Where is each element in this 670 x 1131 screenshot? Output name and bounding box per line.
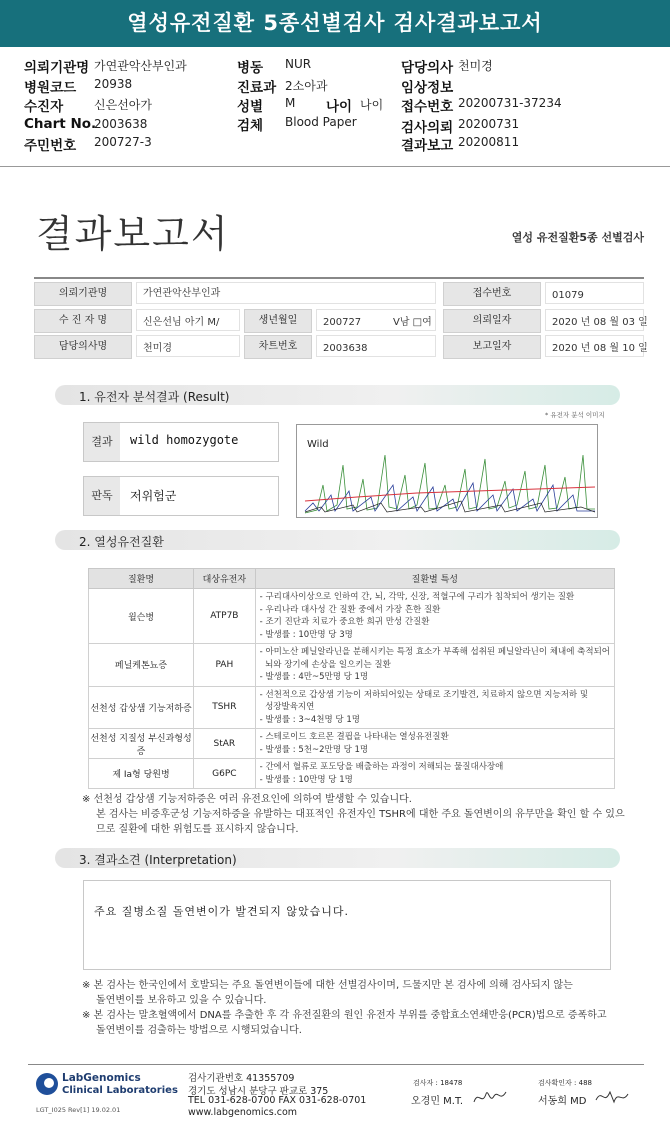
report-subtitle: 열성 유전질환5종 선별검사 — [511, 231, 644, 244]
info-request-value: 2020 년 08 월 03 일 — [545, 309, 644, 331]
info-patient-value: 신은선님 아기 M/ — [136, 309, 240, 331]
header-specimen-label: 검체 — [237, 118, 264, 134]
header-report-value: 20200811 — [458, 135, 520, 149]
info-receipt-value: 01079 — [545, 282, 644, 304]
disease-name: 윌슨병 — [89, 589, 194, 644]
section3-note-line: ※ 본 검사는 말초혈액에서 DNA를 추출한 후 각 유전질환의 원인 유전자 부위를 중합효소연쇄반응(PCR)법으로 증폭하고 — [82, 1010, 607, 1021]
desc-col-header: 질환별 특성 — [255, 569, 614, 589]
description-line: - 우리나라 대사성 간 질환 중에서 가장 흔한 질환 — [259, 604, 441, 615]
header-doctor-label: 담당의사 — [401, 60, 454, 76]
target-gene: StAR — [194, 729, 256, 759]
header-dept-value: 2소아과 — [285, 79, 328, 93]
disease-row — [89, 686, 615, 729]
description-line: - 선천적으로 갑상샘 기능이 저하되어있는 상태로 조기발견, 치료하지 않으면 지능저하 및 — [259, 689, 589, 700]
disease-name: 제 Ia형 당원병 — [89, 759, 194, 789]
disease-row — [89, 729, 615, 759]
disease-name: 선천성 지질성 부신과형성증 — [89, 729, 194, 759]
info-table-top-rule — [34, 277, 644, 279]
tester-signature-icon — [472, 1086, 508, 1108]
section2-note-line: 본 검사는 비증후군성 기능저하증을 유발하는 대표적인 유전자인 TSHR에 대한 주요 돌연변이의 유무만을 확인 할 수 있으 — [96, 809, 625, 820]
info-doctor-value: 천미경 — [136, 335, 240, 357]
judge-value: 저위험군 — [130, 489, 177, 503]
disease-description — [255, 644, 614, 687]
header-receipt-value: 20200731-37234 — [458, 96, 562, 110]
report-banner-title: 열성유전질환 5종선별검사 검사결과보고서 — [0, 0, 670, 47]
target-gene: PAH — [194, 644, 256, 687]
info-report-date-label: 보고일자 — [443, 335, 541, 359]
confirmer-id: 검사확인자 : 488 — [538, 1079, 592, 1087]
header-request-label: 검사의뢰 — [401, 120, 454, 136]
gender-checkbox: V남 □여 — [393, 317, 432, 328]
footer-divider — [28, 1064, 644, 1065]
chromatogram-trace — [297, 425, 597, 517]
logo-line1: LabGenomics — [62, 1072, 141, 1084]
section3-note-line: 돌연변이를 보유하고 있을 수 있습니다. — [96, 995, 267, 1006]
disease-row — [89, 589, 615, 644]
chromatogram-label: Wild — [307, 439, 329, 450]
header-resident-value: 200727-3 — [94, 135, 152, 149]
header-resident-label: 주민번호 — [24, 138, 77, 154]
disease-description — [255, 729, 614, 759]
section3-title: 3. 결과소견 (Interpretation) — [79, 853, 237, 867]
header-patient-label: 수진자 — [24, 99, 64, 115]
header-chart-value: 2003638 — [94, 117, 148, 131]
description-line: - 간에서 혈류로 포도당을 배출하는 과정이 저해되는 물질대사장애 — [259, 762, 504, 772]
disease-row — [89, 644, 615, 687]
gene-col-header: 대상유전자 — [194, 569, 256, 589]
header-specimen-value: Blood Paper — [285, 115, 357, 129]
description-line: - 발생률 : 5천~2만명 당 1명 — [259, 744, 369, 755]
disease-name: 페닐케톤뇨증 — [89, 644, 194, 687]
description-line: - 발생률 : 4만~5만명 당 1명 — [259, 672, 369, 682]
header-dept-label: 진료과 — [237, 80, 277, 96]
description-line: - 아미노산 페닐알라닌을 분해시키는 특정 효소가 부족해 섭취된 페닐알라닌이 체내에 축적되어 — [259, 647, 610, 657]
org-phone: TEL 031-628-0700 FAX 031-628-0701 — [188, 1095, 367, 1106]
info-birth-label: 생년월일 — [244, 309, 312, 333]
disease-description — [255, 686, 614, 729]
header-request-value: 20200731 — [458, 117, 520, 131]
tester-name: 오경민 M.T. — [411, 1096, 464, 1107]
info-birth-value — [316, 309, 436, 331]
judge-label: 판독 — [84, 477, 120, 515]
header-age-label: 나이 — [326, 99, 353, 115]
header-hospital-code-label: 병원코드 — [24, 80, 77, 96]
report-title: 결과보고서 — [36, 212, 230, 256]
form-code: LGT_I025 Rev[1] 19.02.01 — [36, 1106, 121, 1114]
labgenomics-logo-icon — [36, 1073, 58, 1095]
org-number: 검사기관번호 41355709 — [188, 1073, 295, 1084]
disease-table — [88, 568, 615, 789]
disease-name: 선천성 갑상샘 기능저하증 — [89, 686, 194, 729]
info-chart-value: 2003638 — [316, 335, 436, 357]
chromatogram-note: * 유전자 분석 이미지 — [545, 411, 605, 419]
disease-description — [255, 759, 614, 789]
disease-description — [255, 589, 614, 644]
header-ward-value: NUR — [285, 57, 312, 71]
header-receipt-label: 접수번호 — [401, 99, 454, 115]
tester-id: 검사자 : 18478 — [413, 1079, 463, 1087]
info-doctor-label: 담당의사명 — [34, 335, 132, 359]
description-line: - 스테로이드 호르몬 결핍을 나타내는 열성유전질환 — [259, 732, 449, 742]
disease-row — [89, 759, 615, 789]
header-institution-label: 의뢰기관명 — [24, 60, 90, 76]
section2-title: 2. 열성유전질환 — [79, 535, 164, 549]
info-chart-label: 차트번호 — [244, 335, 312, 359]
interpretation-box — [83, 880, 611, 970]
confirmer-name: 서동희 MD — [538, 1096, 587, 1107]
section3-note-line: ※ 본 검사는 한국인에서 호발되는 주요 돌연변이들에 대한 선별검사이며, 드물지만 본 검사에 의해 검사되지 않는 — [82, 980, 573, 991]
target-gene: ATP7B — [194, 589, 256, 644]
header-ward-label: 병동 — [237, 60, 264, 76]
info-report-date-value: 2020 년 08 월 10 일 — [545, 335, 644, 357]
result-label: 결과 — [84, 423, 120, 461]
logo-line2: Clinical Laboratories — [62, 1085, 178, 1096]
header-hospital-code-value: 20938 — [94, 77, 133, 91]
section3-notes — [82, 978, 642, 1038]
description-line: 뇌와 장기에 손상을 일으키는 질환 — [259, 659, 391, 670]
header-patient-value: 신은선아가 — [94, 98, 152, 112]
result-value: wild homozygote — [130, 433, 239, 447]
header-clinical-label: 임상정보 — [401, 80, 454, 96]
section3-note-line: 돌연변이를 검출하는 방법으로 시행되었습니다. — [96, 1025, 302, 1036]
interpretation-text: 주요 질병소질 돌연변이가 발견되지 않았습니다. — [94, 905, 350, 918]
header-sex-value: M — [285, 96, 296, 110]
section1-title: 1. 유전자 분석결과 (Result) — [79, 390, 230, 404]
target-gene: G6PC — [194, 759, 256, 789]
info-request-label: 의뢰일자 — [443, 309, 541, 333]
result-box — [83, 422, 279, 462]
description-line: - 발생률 : 10만명 당 3명 — [259, 629, 353, 640]
description-line: - 조기 진단과 치료가 중요한 희귀 만성 간질환 — [259, 617, 430, 627]
org-address: 경기도 성남시 분당구 판교로 375 — [188, 1086, 329, 1097]
header-report-label: 결과보고 — [401, 138, 454, 154]
disease-col-header: 질환명 — [89, 569, 194, 589]
header-divider — [0, 166, 670, 167]
description-line: - 구리대사이상으로 인하여 간, 뇌, 각막, 신장, 적혈구에 구리가 침착되어 생기는 질환 — [259, 592, 575, 602]
description-line: 성장발육지연 — [259, 702, 315, 712]
header-age-value: 나이 — [360, 98, 384, 112]
section2-note-line: 므로 질환에 대한 위험도를 표시하지 않습니다. — [96, 824, 299, 835]
header-institution-value: 가연관악산부인과 — [94, 59, 187, 73]
header-info — [0, 52, 670, 164]
section2-note-line: ※ 선천성 갑상샘 기능저하증은 여러 유전요인에 의하여 발생할 수 있습니다. — [82, 794, 412, 805]
section3-header — [55, 848, 620, 868]
section2-header — [55, 530, 620, 550]
chromatogram-box — [296, 424, 598, 518]
info-institution-value: 가연관악산부인과 — [136, 282, 436, 304]
info-receipt-label: 접수번호 — [443, 282, 541, 306]
info-institution-label: 의뢰기관명 — [34, 282, 132, 306]
info-patient-label: 수 진 자 명 — [34, 309, 132, 333]
section1-header — [55, 385, 620, 405]
header-chart-label: Chart No. — [24, 116, 97, 132]
header-sex-label: 성별 — [237, 99, 264, 115]
judge-box — [83, 476, 279, 516]
org-website[interactable]: www.labgenomics.com — [188, 1107, 298, 1118]
section2-notes — [82, 792, 642, 837]
description-line: - 발생률 : 3~4천명 당 1명 — [259, 714, 360, 725]
info-birth-date: 200727 — [323, 317, 362, 328]
description-line: - 발생률 : 10만명 당 1명 — [259, 774, 353, 785]
header-doctor-value: 천미경 — [458, 59, 493, 73]
target-gene: TSHR — [194, 686, 256, 729]
confirmer-signature-icon — [594, 1086, 630, 1108]
